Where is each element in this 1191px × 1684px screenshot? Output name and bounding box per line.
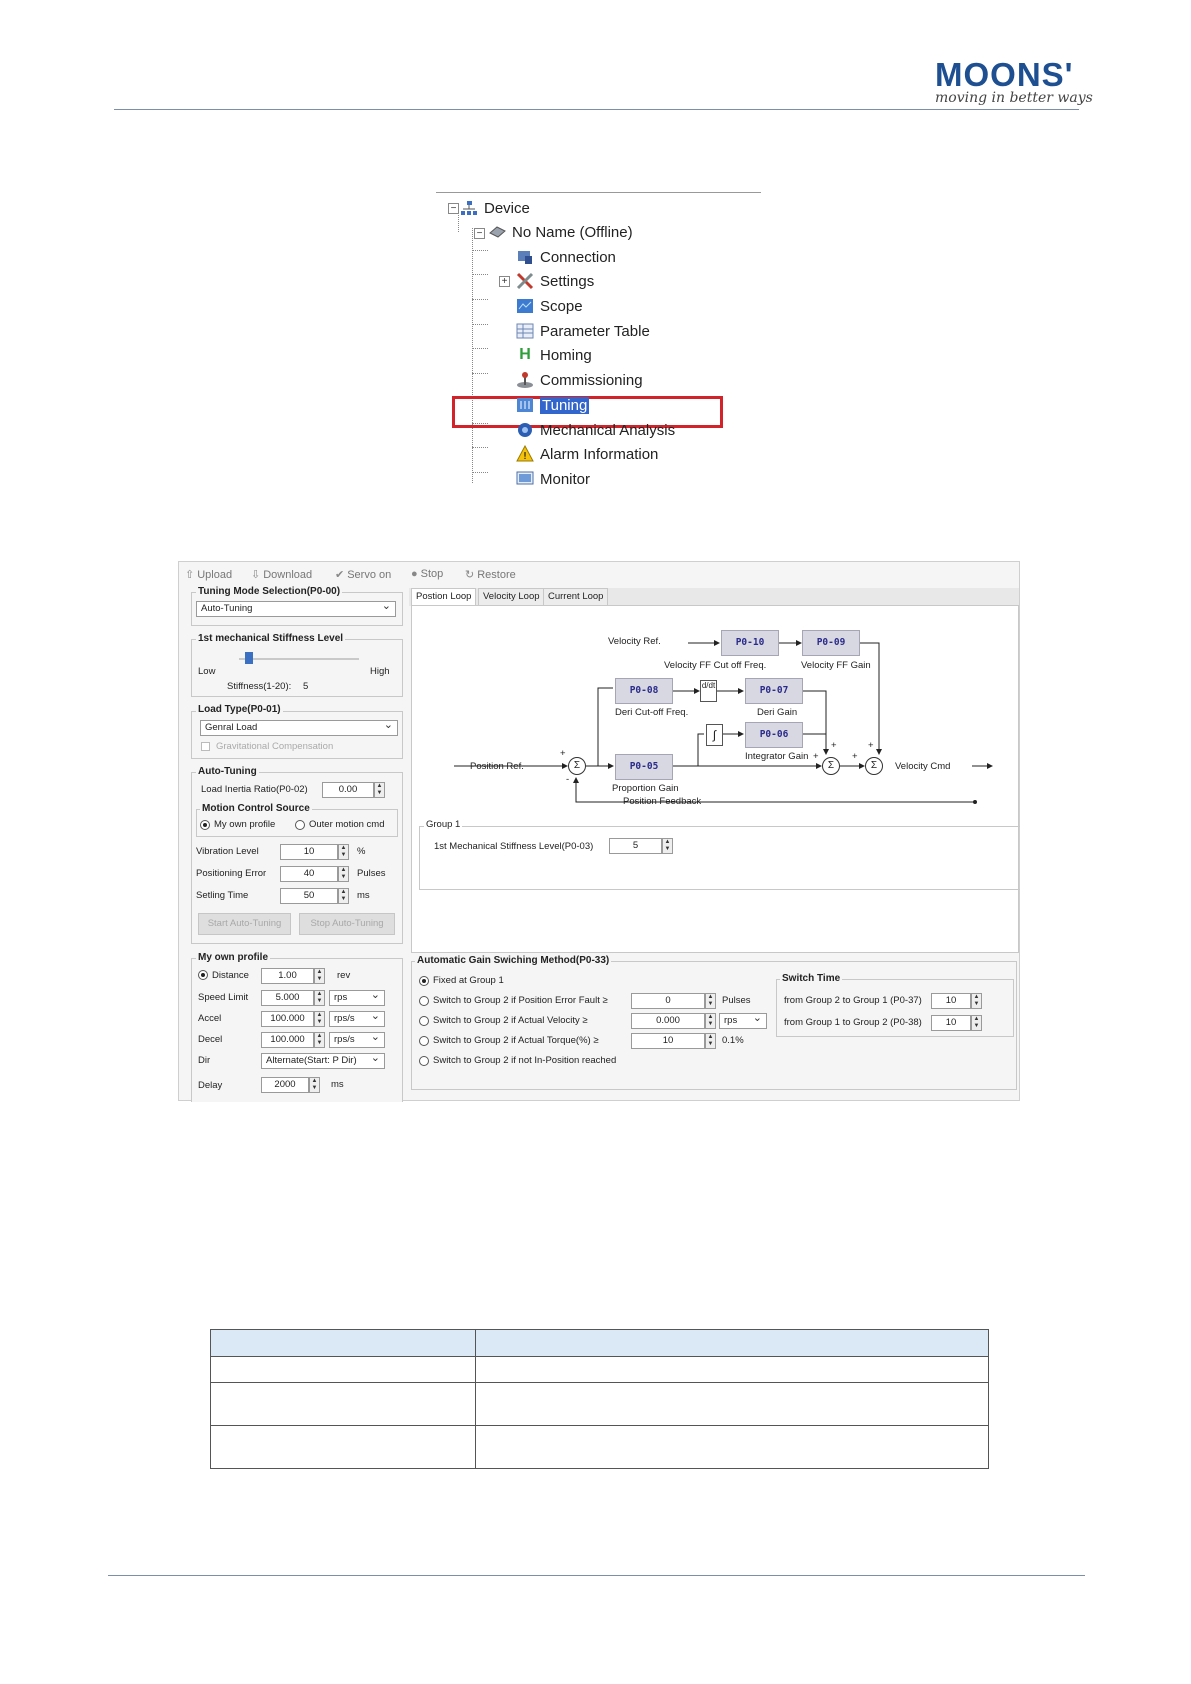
table-header-row [211, 1330, 989, 1357]
svg-text:!: ! [522, 451, 528, 462]
distance-input[interactable]: 1.00 [261, 968, 314, 984]
p0-08-label: Deri Cut-off Freq. [615, 707, 689, 718]
option-fixed-group1: Fixed at Group 1 [433, 975, 504, 986]
velocity-threshold-spinner[interactable]: ▲ ▼ [705, 1013, 716, 1029]
tools-icon [516, 272, 534, 290]
distance-spinner[interactable]: ▲ ▼ [314, 968, 325, 984]
tree-device-noname[interactable]: No Name (Offline) [488, 221, 633, 243]
stiffness-high-label: High [370, 666, 390, 677]
collapse-device-icon[interactable]: − [448, 203, 459, 214]
collapse-noname-icon[interactable]: − [474, 228, 485, 239]
motion-source-title: Motion Control Source [202, 803, 310, 814]
delay-spinner[interactable]: ▲ ▼ [309, 1077, 320, 1093]
stop-button[interactable]: ● Stop [411, 568, 444, 580]
homing-icon: H [519, 346, 531, 363]
group1-box [419, 826, 1020, 890]
dir-label: Dir [198, 1055, 211, 1066]
velocity-threshold-unit-select[interactable]: rps ⌄ [719, 1013, 767, 1029]
speed-limit-input[interactable]: 5.000 [261, 990, 314, 1006]
table-cell [476, 1357, 989, 1383]
positioning-error-input[interactable]: 40 [280, 866, 338, 882]
radio-fixed-group1[interactable] [419, 976, 429, 986]
delay-unit: ms [331, 1079, 344, 1090]
dir-select[interactable]: Alternate(Start: P Dir) ⌄ [261, 1053, 385, 1069]
control-loop-diagram [412, 606, 1020, 954]
position-loop-pane [411, 605, 1019, 953]
warning-icon [516, 445, 534, 463]
tree-item-monitor[interactable]: Monitor [516, 468, 590, 490]
distance-label: Distance [212, 970, 249, 981]
positioning-error-label: Positioning Error [196, 868, 267, 879]
tree-item-mechanical-analysis[interactable]: Mechanical Analysis [516, 419, 675, 441]
vibration-unit: % [357, 846, 366, 857]
expand-settings-icon[interactable]: + [499, 276, 510, 287]
inertia-label: Load Inertia Ratio(P0-02) [201, 784, 308, 795]
sum-junction-3: Σ [865, 757, 883, 775]
accel-label: Accel [198, 1013, 222, 1024]
stop-icon: ● [411, 568, 418, 580]
delay-input[interactable]: 2000 [261, 1077, 309, 1093]
sum1-minus-sign: - [566, 774, 570, 785]
tuning-panel [178, 561, 1020, 1101]
radio-in-position[interactable] [419, 1056, 429, 1066]
group1-stiffness-input[interactable]: 5 [609, 838, 662, 854]
p0-07-label: Deri Gain [757, 707, 798, 718]
table-cell [211, 1383, 476, 1426]
stiffness-value-label: Stiffness(1-20): [227, 681, 292, 692]
tree-item-scope[interactable]: Scope [516, 295, 583, 317]
network-icon [460, 199, 478, 217]
decel-spinner[interactable]: ▲ ▼ [314, 1032, 325, 1048]
decel-input[interactable]: 100.000 [261, 1032, 314, 1048]
tree-item-homing[interactable]: H Homing [516, 344, 592, 366]
settling-time-unit: ms [357, 890, 370, 901]
g1-to-g2-label: from Group 1 to Group 2 (P0-38) [784, 1017, 922, 1028]
g2-to-g1-input[interactable]: 10 [931, 993, 971, 1009]
settling-time-spinner[interactable]: ▲ ▼ [338, 888, 349, 904]
header-rule [114, 109, 1079, 110]
speed-unit-select[interactable]: rps ⌄ [329, 990, 385, 1006]
table-header-cell [476, 1330, 989, 1357]
profile-title: My own profile [198, 952, 268, 963]
p0-05-label: Proportion Gain [612, 783, 679, 794]
tree-item-alarm-information[interactable]: ! Alarm Information [516, 443, 658, 465]
radio-outer-motion[interactable] [295, 820, 305, 830]
torque-threshold-spinner[interactable]: ▲ ▼ [705, 1033, 716, 1049]
tree-item-parameter-table[interactable]: Parameter Table [516, 320, 650, 342]
p0-08-box[interactable]: P0-08 [615, 678, 673, 704]
connection-icon [516, 248, 534, 266]
g1-to-g2-spinner[interactable]: ▲ ▼ [971, 1015, 982, 1031]
accel-input[interactable]: 100.000 [261, 1011, 314, 1027]
settling-time-input[interactable]: 50 [280, 888, 338, 904]
vibration-input[interactable]: 10 [280, 844, 338, 860]
decel-label: Decel [198, 1034, 223, 1045]
g2-to-g1-label: from Group 2 to Group 1 (P0-37) [784, 995, 922, 1006]
option-in-position: Switch to Group 2 if not In-Position reached [433, 1055, 617, 1066]
decel-unit-select[interactable]: rps/s ⌄ [329, 1032, 385, 1048]
switch-time-title: Switch Time [782, 973, 841, 984]
p0-07-box[interactable]: P0-07 [745, 678, 803, 704]
device-icon [488, 223, 506, 241]
positioning-error-unit: Pulses [357, 868, 386, 879]
table-icon [516, 322, 534, 340]
tab-velocity-loop[interactable]: Velocity Loop [478, 588, 545, 606]
start-auto-tuning-button[interactable]: Start Auto-Tuning [198, 913, 291, 935]
auto-tuning-title: Auto-Tuning [198, 766, 257, 777]
load-type-select[interactable]: Genral Load ⌄ [200, 720, 398, 736]
table-cell [211, 1357, 476, 1383]
distance-unit: rev [337, 970, 351, 981]
table-row [211, 1426, 989, 1469]
joystick-icon [516, 371, 534, 389]
p0-10-label: Velocity FF Cut off Freq. [664, 660, 767, 671]
gravitational-compensation-checkbox[interactable] [201, 742, 210, 751]
p0-06-box[interactable]: P0-06 [745, 722, 803, 748]
tree-item-commissioning[interactable]: Commissioning [516, 369, 643, 391]
tree-item-settings[interactable]: Settings [516, 270, 594, 292]
vibration-label: Vibration Level [196, 846, 259, 857]
option-velocity: Switch to Group 2 if Actual Velocity ≥ [433, 1015, 588, 1026]
option-pos-error: Switch to Group 2 if Position Error Fault ≥ [433, 995, 608, 1006]
torque-threshold-input[interactable]: 10 [631, 1033, 705, 1049]
table-cell [476, 1383, 989, 1426]
stiffness-slider-track [239, 658, 359, 660]
check-circle-icon: ✔ [335, 569, 345, 581]
pos-error-threshold-input[interactable]: 0 [631, 993, 705, 1009]
radio-pos-error[interactable] [419, 996, 429, 1006]
upload-button[interactable]: ⇧ Upload [185, 568, 233, 581]
sum2-plus-sign-left: + [813, 751, 819, 762]
download-button[interactable]: ⇩ Download [251, 568, 313, 581]
radio-torque[interactable] [419, 1036, 429, 1046]
sum1-plus-sign: + [560, 748, 566, 759]
device-tree [436, 190, 761, 500]
tree-item-tuning[interactable]: Tuning [516, 394, 589, 416]
group1-title: Group 1 [426, 819, 461, 830]
radio-own-profile[interactable] [200, 820, 210, 830]
speed-limit-label: Speed Limit [198, 992, 249, 1003]
accel-spinner[interactable]: ▲ ▼ [314, 1011, 325, 1027]
load-type-title: Load Type(P0-01) [198, 704, 281, 715]
p0-09-box[interactable]: P0-09 [802, 630, 860, 656]
p0-10-box[interactable]: P0-10 [721, 630, 779, 656]
tree-item-connection[interactable]: Connection [516, 246, 616, 268]
sum3-plus-sign-top: + [868, 740, 874, 751]
gravitational-compensation-label: Gravitational Compensation [216, 741, 334, 752]
footer-rule [108, 1575, 1085, 1576]
sum3-plus-sign-left: + [852, 751, 858, 762]
gear-icon [516, 421, 534, 439]
scope-icon [516, 297, 534, 315]
velocity-threshold-input[interactable]: 0.000 [631, 1013, 705, 1029]
derivative-block: d/dt [700, 680, 717, 702]
g2-to-g1-spinner[interactable]: ▲ ▼ [971, 993, 982, 1009]
p0-06-label: Integrator Gain [745, 751, 809, 762]
stiffness-slider-thumb[interactable] [245, 652, 253, 664]
tree-top-border [436, 192, 761, 193]
radio-own-profile-label: My own profile [214, 819, 276, 830]
brand-logo: MOONS' [935, 56, 1074, 93]
empty-table [210, 1329, 989, 1469]
stiffness-low-label: Low [198, 666, 216, 677]
radio-distance[interactable] [198, 970, 208, 980]
table-row [211, 1357, 989, 1383]
tab-position-loop[interactable]: Postion Loop [411, 588, 476, 606]
inertia-input[interactable]: 0.00 [322, 782, 374, 798]
restore-icon: ↻ [465, 569, 475, 581]
gain-switch-title: Automatic Gain Swiching Method(P0-33) [417, 955, 610, 966]
option-torque: Switch to Group 2 if Actual Torque(%) ≥ [433, 1035, 599, 1046]
upload-icon: ⇧ [185, 569, 195, 581]
positioning-error-spinner[interactable]: ▲ ▼ [338, 866, 349, 882]
tuning-mode-select[interactable]: Auto-Tuning ⌄ [196, 601, 396, 617]
accel-unit-select[interactable]: rps/s ⌄ [329, 1011, 385, 1027]
servo-on-button[interactable]: ✔ Servo on [335, 568, 392, 581]
group1-stiffness-label: 1st Mechanical Stiffness Level(P0-03) [434, 841, 594, 852]
settling-time-label: Setling Time [196, 890, 249, 901]
velocity-ref-label: Velocity Ref. [608, 636, 661, 647]
position-ref-label: Position Ref. [470, 761, 524, 772]
download-icon: ⇩ [251, 569, 261, 581]
vibration-spinner[interactable]: ▲ ▼ [338, 844, 349, 860]
tuning-mode-title: Tuning Mode Selection(P0-00) [198, 586, 341, 597]
group1-stiffness-spinner[interactable]: ▲ ▼ [662, 838, 673, 854]
sum-junction-1: Σ [568, 757, 586, 775]
inertia-spinner[interactable]: ▲ ▼ [374, 782, 385, 798]
pos-error-threshold-unit: Pulses [722, 995, 751, 1006]
stop-auto-tuning-button[interactable]: Stop Auto-Tuning [299, 913, 395, 935]
table-header-cell [211, 1330, 476, 1357]
monitor-icon [516, 470, 534, 488]
speed-limit-spinner[interactable]: ▲ ▼ [314, 990, 325, 1006]
tree-root-device[interactable]: Device [460, 197, 530, 219]
radio-velocity[interactable] [419, 1016, 429, 1026]
velocity-cmd-label: Velocity Cmd [895, 761, 951, 772]
stiffness-value: 5 [303, 681, 309, 692]
tuning-icon [516, 396, 534, 414]
restore-button[interactable]: ↻ Restore [465, 568, 516, 581]
p0-09-label: Velocity FF Gain [801, 660, 871, 671]
position-feedback-label: Position Feedback [623, 796, 702, 807]
brand-tagline: moving in better ways [935, 90, 1093, 106]
sum2-plus-sign-top: + [831, 740, 837, 751]
torque-threshold-unit: 0.1% [722, 1035, 744, 1046]
tab-current-loop[interactable]: Current Loop [543, 588, 608, 606]
integrator-block: ∫ [706, 724, 723, 746]
table-cell [211, 1426, 476, 1469]
delay-label: Delay [198, 1080, 223, 1091]
pos-error-threshold-spinner[interactable]: ▲ ▼ [705, 993, 716, 1009]
radio-outer-motion-label: Outer motion cmd [309, 819, 385, 830]
table-row [211, 1383, 989, 1426]
sum-junction-2: Σ [822, 757, 840, 775]
g1-to-g2-input[interactable]: 10 [931, 1015, 971, 1031]
p0-05-box[interactable]: P0-05 [615, 754, 673, 780]
stiffness-title: 1st mechanical Stiffness Level [198, 633, 344, 644]
table-cell [476, 1426, 989, 1469]
